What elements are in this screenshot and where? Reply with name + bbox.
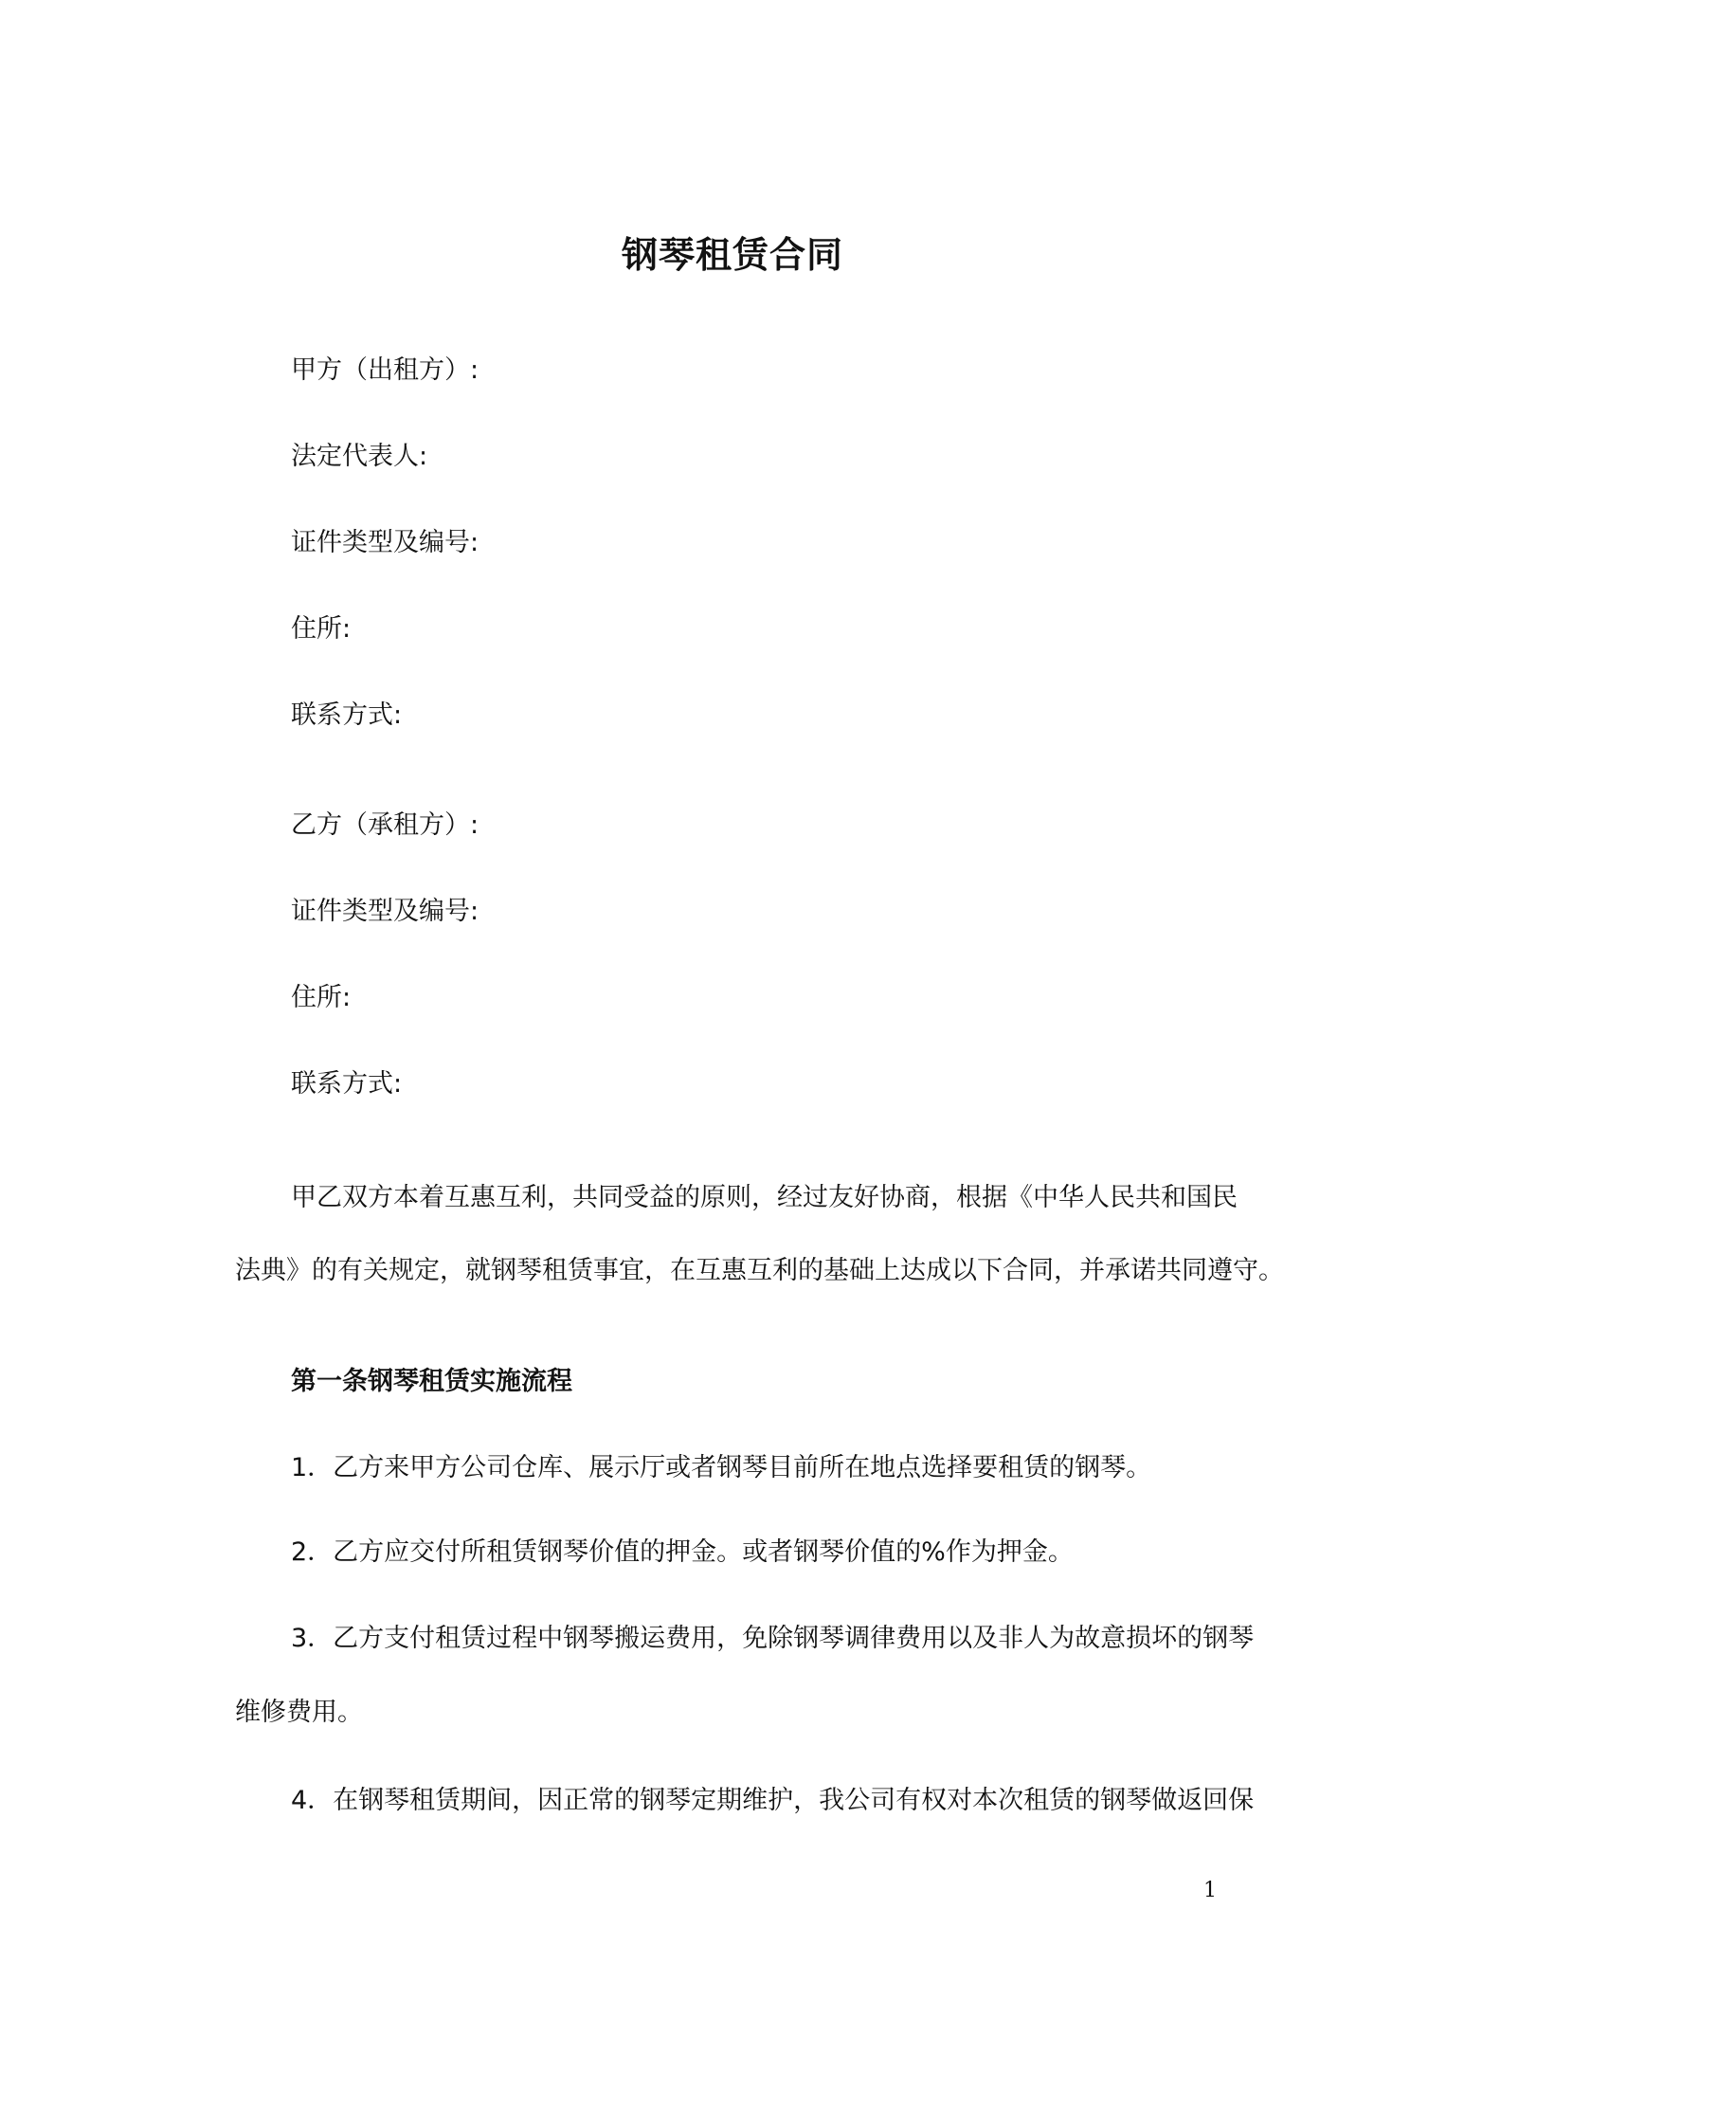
preamble-line-1: 甲乙双方本着互惠互利，共同受益的原则，经过友好协商，根据《中华人民共和国民 bbox=[291, 1183, 1238, 1212]
party-b-label: 乙方（承租方）: bbox=[291, 810, 479, 840]
party-b-address-label: 住所: bbox=[291, 983, 352, 1012]
party-a-legal-rep-label: 法定代表人: bbox=[291, 442, 428, 471]
party-b-contact-label: 联系方式: bbox=[291, 1069, 403, 1099]
party-a-address-label: 住所: bbox=[291, 614, 352, 644]
article-1-item-3-line-2: 维修费用。 bbox=[235, 1698, 363, 1727]
article-1-item-2: 2．乙方应交付所租赁钢琴价值的押金。或者钢琴价值的%作为押金。 bbox=[291, 1537, 1074, 1567]
page-number: 1 bbox=[1203, 1879, 1217, 1902]
article-1-item-1: 1．乙方来甲方公司仓库、展示厅或者钢琴目前所在地点选择要租赁的钢琴。 bbox=[291, 1453, 1152, 1482]
party-a-label: 甲方（出租方）: bbox=[291, 355, 479, 385]
party-a-id-label: 证件类型及编号: bbox=[291, 528, 479, 557]
document-title: 钢琴租赁合同 bbox=[621, 234, 843, 276]
party-a-contact-label: 联系方式: bbox=[291, 700, 403, 730]
preamble-line-2: 法典》的有关规定，就钢琴租赁事宜，在互惠互利的基础上达成以下合同，并承诺共同遵守。 bbox=[235, 1256, 1284, 1285]
party-b-id-label: 证件类型及编号: bbox=[291, 897, 479, 926]
article-1-item-3-line-1: 3．乙方支付租赁过程中钢琴搬运费用，免除钢琴调律费用以及非人为故意损坏的钢琴 bbox=[291, 1624, 1255, 1653]
article-1-heading: 第一条钢琴租赁实施流程 bbox=[291, 1367, 572, 1396]
article-1-item-4-line-1: 4．在钢琴租赁期间，因正常的钢琴定期维护，我公司有权对本次租赁的钢琴做返回保 bbox=[291, 1786, 1255, 1815]
